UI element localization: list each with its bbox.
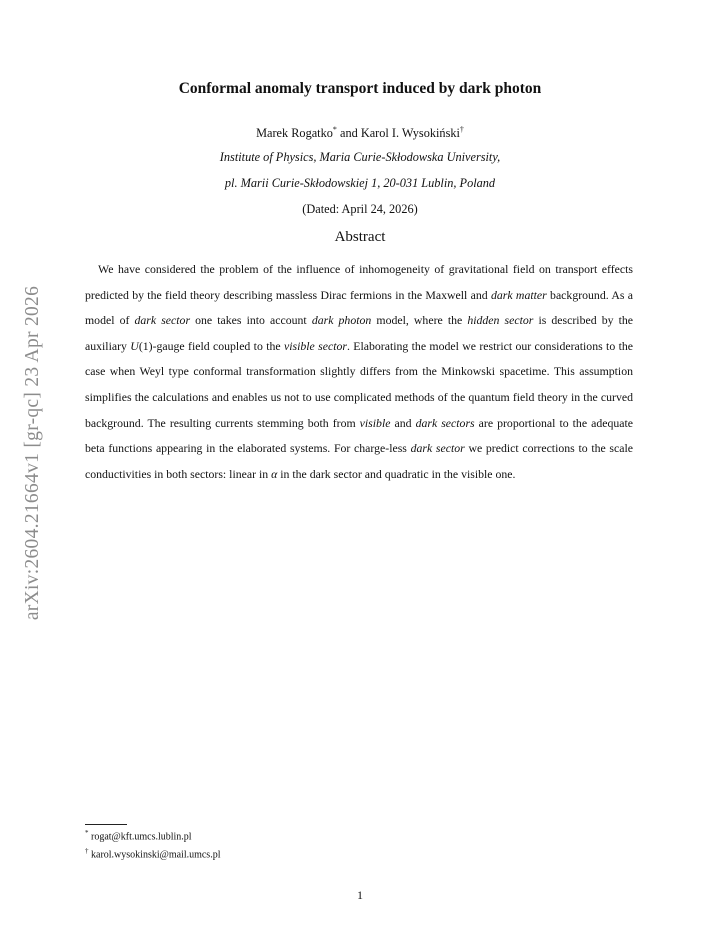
abstract-emphasis: dark sector xyxy=(410,441,465,456)
author-name: Karol I. Wysokiński xyxy=(360,126,460,141)
affiliation-line-1: Institute of Physics, Maria Curie-Skłodowska University, xyxy=(219,150,501,164)
abstract-text: are proportional to the adequate beta functions appearing in the elaborated systems. For charge-less xyxy=(85,415,633,456)
abstract-text: model, where the xyxy=(371,313,468,328)
abstract-emphasis: hidden sector xyxy=(467,313,534,328)
abstract-emphasis: dark sectors xyxy=(415,415,475,430)
footnote-mark: † xyxy=(459,125,464,134)
arxiv-identifier: arXiv:2604.21664v1 [gr-qc] 23 Apr 2026 xyxy=(22,285,43,621)
page-number: 1 xyxy=(357,888,363,902)
abstract-text: background. As a model of xyxy=(85,287,633,328)
abstract-text: is described by the auxiliary xyxy=(85,313,633,353)
footnote xyxy=(85,829,192,842)
author-separator: and xyxy=(336,126,361,141)
affiliation-line-2: pl. Marii Curie-Skłodowskiej 1, 20-031 Lublin, Poland xyxy=(224,176,496,190)
author-name: Marek Rogatko xyxy=(256,126,333,141)
footnote-mark: † xyxy=(85,847,89,855)
abstract-text: . Elaborating the model we restrict our considerations to the case when Weyl type conformal transformation slightly differs from the Minkowski spacetime. This assumption simplifies the calculations and enables us not to use complicated methods of the quantum field theory in the curved background. The resulting currents stemming both from xyxy=(85,338,633,430)
math-symbol: α xyxy=(271,466,278,481)
abstract-emphasis: visible xyxy=(359,415,391,430)
math-symbol: U xyxy=(130,338,139,353)
footnote-email: karol.wysokinski@mail.umcs.pl xyxy=(91,849,221,861)
paper-title: Conformal anomaly transport induced by dark photon xyxy=(178,80,542,97)
footnote-email: rogat@kft.umcs.lublin.pl xyxy=(91,831,192,843)
abstract-text: and xyxy=(390,415,416,430)
abstract-emphasis: dark matter xyxy=(491,287,547,302)
abstract-text: we predict corrections to the scale conductivities in both sectors: linear in xyxy=(85,441,634,481)
footnote xyxy=(85,847,220,860)
abstract-text: (1)-gauge field coupled to the xyxy=(138,338,284,353)
abstract-emphasis: visible sector xyxy=(283,338,347,353)
abstract-emphasis: dark sector xyxy=(134,313,191,328)
abstract-body xyxy=(85,257,633,487)
footnote-rule xyxy=(85,824,127,825)
abstract-text: in the dark sector and quadratic in the visible one. xyxy=(277,466,516,481)
authors-line xyxy=(0,125,720,141)
footnote-mark: * xyxy=(332,125,337,134)
abstract-emphasis: dark photon xyxy=(311,313,372,328)
abstract-text: one takes into account xyxy=(190,313,312,328)
footnote-mark: * xyxy=(85,829,89,837)
abstract-text: We have considered the problem of the influence of inhomogeneity of gravitational field on transport effects predicted by the field theory describing massless Dirac fermions in the Maxwell and xyxy=(85,262,633,302)
dated-line: (Dated: April 24, 2026) xyxy=(302,202,418,216)
abstract-heading: Abstract xyxy=(334,229,386,245)
